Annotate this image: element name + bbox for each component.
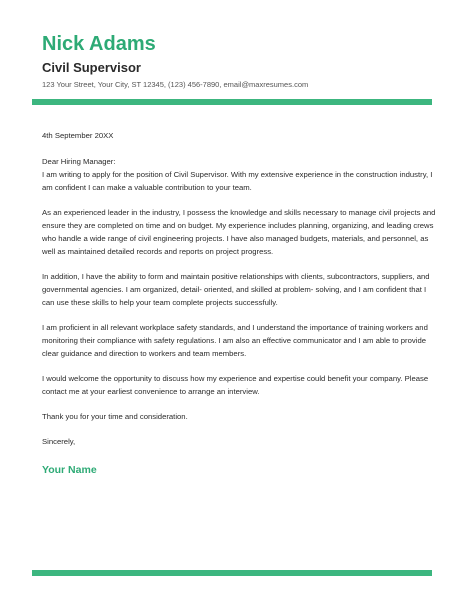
paragraph-experience: As an experienced leader in the industry, I possess the knowledge and skills necessary to manage civil projects and ensure they are completed on time and on budget. My experience includes planning, organizing, and leading crews who handle a wide range of civil engineering projects. I have also managed budgets, materials, and personnel, as well as maintained detailed records and reports on project progress.: [42, 208, 436, 256]
applicant-name: Nick Adams: [42, 33, 156, 55]
letter-date: 4th September 20XX: [42, 131, 114, 140]
paragraph-relationships: In addition, I have the ability to form and maintain positive relationships with clients, subcontractors, suppliers, and governmental agencies. I am organized, detail- oriented, and skilled at problem- solving, and I am confident that I can use these skills to help your team complete projects successfully.: [42, 272, 430, 307]
salutation: Dear Hiring Manager:: [42, 157, 116, 166]
job-title: Civil Supervisor: [42, 60, 141, 75]
sign-off: Sincerely,: [42, 437, 76, 446]
footer-divider: [32, 570, 432, 576]
paragraph-thanks: Thank you for your time and consideration.: [42, 412, 188, 421]
paragraph-intro: I am writing to apply for the position of Civil Supervisor. With my extensive experience in the construction industry, I am confident I can make a valuable contribution to your team.: [42, 170, 433, 192]
contact-info: 123 Your Street, Your City, ST 12345, (123) 456-7890, email@maxresumes.com: [42, 80, 309, 89]
paragraph-closing: I would welcome the opportunity to discuss how my experience and expertise could benefit your company. Please contact me at your earliest convenience to arrange an interview.: [42, 374, 429, 396]
header-divider: [32, 99, 432, 105]
signature-name: Your Name: [42, 464, 97, 476]
paragraph-safety: I am proficient in all relevant workplace safety standards, and I understand the importance of training workers and monitoring their compliance with safety regulations. I am also an effective communicator and I am able to provide clear guidance and direction to workers and team members.: [42, 323, 428, 358]
letter-body: [42, 129, 436, 477]
